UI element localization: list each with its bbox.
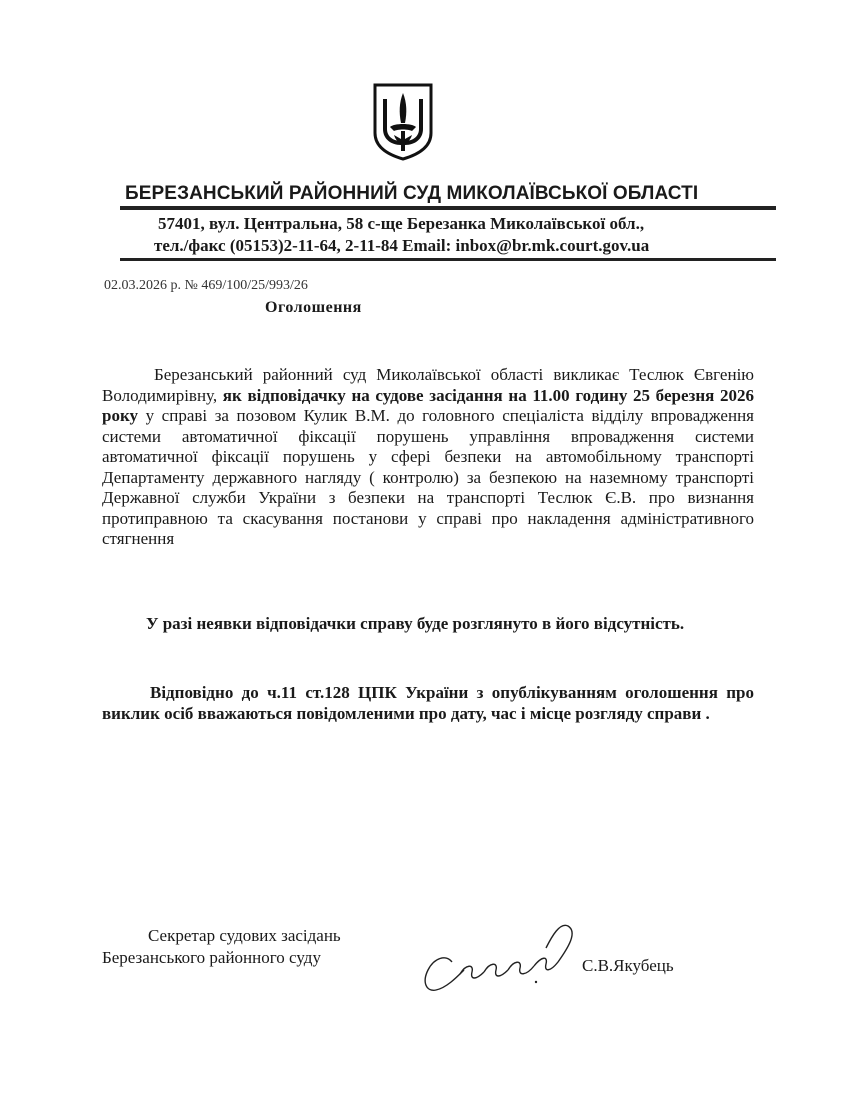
body-text-part1: Березанський районний суд Миколаївської області викликає Теслюк Євгенію Володимирівну, xyxy=(102,365,754,405)
document-reference: 02.03.2026 р. № 469/100/25/993/26 xyxy=(104,278,308,293)
court-name-heading: БЕРЕЗАНСЬКИЙ РАЙОННИЙ СУД МИКОЛАЇВСЬКОЇ ОБЛАСТІ xyxy=(125,183,699,204)
court-contacts: тел./факс (05153)2-11-64, 2-11-84 Email: inbox@br.mk.court.gov.ua xyxy=(154,236,650,255)
announcement-body xyxy=(102,365,754,550)
hearing-date-text: як відповідачку на судове засідання на 11.00 годину 25 березня 2026 року xyxy=(102,385,754,425)
signatory-position: Секретар судових засідань xyxy=(148,926,341,945)
court-address: 57401, вул. Центральна, 58 с-ще Березанка Миколаївської обл., xyxy=(158,214,645,233)
document-title: Оголошення xyxy=(265,299,362,316)
signatory-name: С.В.Якубець xyxy=(582,956,674,975)
coat-of-arms-icon xyxy=(372,83,434,161)
header-divider-top xyxy=(120,206,776,210)
handwritten-signature-icon xyxy=(418,918,583,998)
header-divider-bottom xyxy=(120,258,776,261)
body-text-part3: у справі за позовом Кулик В.М. до головного спеціаліста відділу впровадження системи автоматичної фіксації порушень управління впровадження системи автоматичної фіксації порушень у сфері безпеки на автомобільному транспорті Департаменту державного нагляду ( контролю) за безпекою на наземному транспорті Державної служби України з безпеки на транспорті Теслюк Є.В. про визнання протиправною та скасування постанови у справі про накладення адміністративного стягнення xyxy=(102,406,754,548)
legal-notice: Відповідно до ч.11 ст.128 ЦПК України з опублікуванням оголошення про виклик осіб вважаються повідомленими про дату, час і місце розгляду справи . xyxy=(102,683,754,723)
signatory-court: Березанського районного суду xyxy=(102,948,321,967)
nonappearance-warning: У разі неявки відповідачки справу буде розглянуто в його відсутність. xyxy=(146,614,685,633)
